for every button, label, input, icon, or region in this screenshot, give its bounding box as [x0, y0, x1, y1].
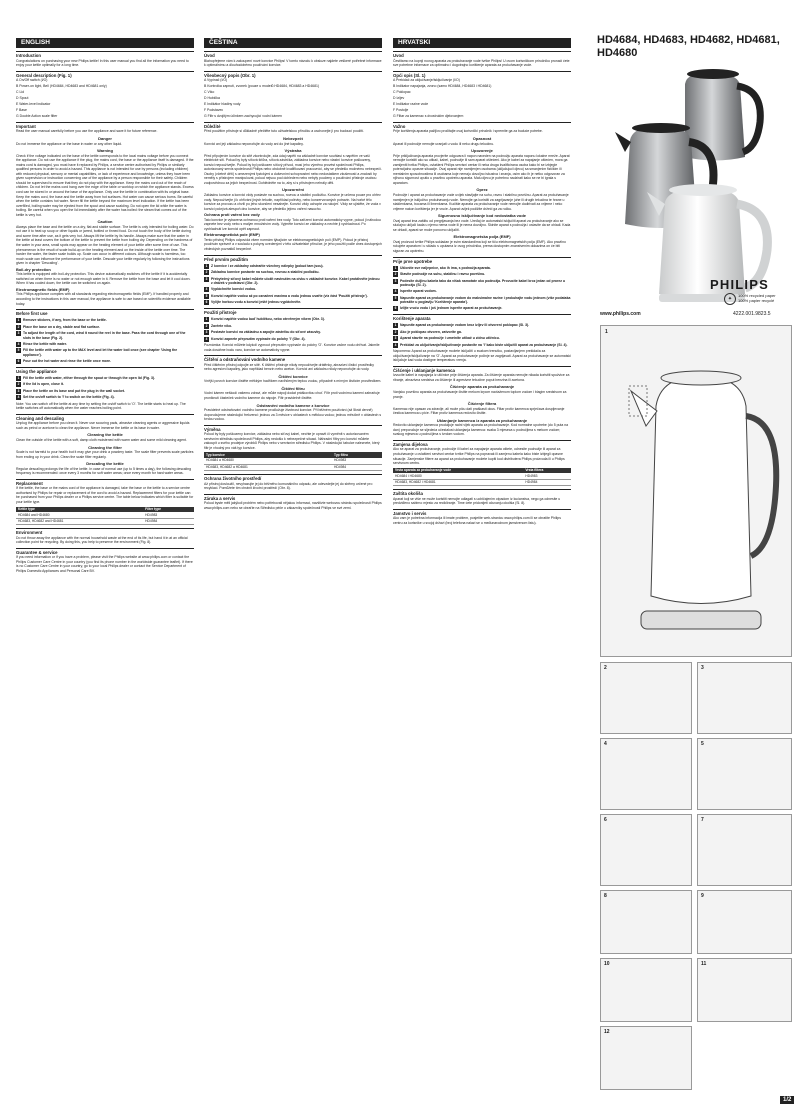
recycled-paper-note: 100% recycled paper 100% papier recyclé: [738, 293, 776, 303]
section-heading: Důležité: [204, 122, 382, 130]
list-item: C Poklopac: [393, 90, 411, 95]
website-url: www.philips.com: [600, 311, 641, 317]
paragraph: Pokud byste měli jakýkoli problém nebo potřebovali nějakou informaci, navštivte webovou stránku společnosti Philips www.philips.com nebo se obraťte na Středisko péče o zákazníky společnosti Philips ve své zemi.: [204, 501, 382, 510]
paragraph: Scale is not harmful to your health but it may give your drink a powdery taste. The scale filter prevents scale particles from ending up in your drink. Clean the scale filter regularly.: [16, 450, 194, 459]
step: 2 Ako je poklopac otvoren, zatvorite ga.: [394, 329, 462, 334]
kettle-product-image: [585, 62, 795, 312]
step: 3 Podesite duljinu kabela tako da višak namotate oko podnožja. Provucite kabel kroz jedan od prorez u podnožju (Sl. 2).: [394, 278, 566, 288]
paragraph: Clean the outside of the kettle with a soft, damp cloth moistened with warm water and some mild cleaning agent.: [16, 438, 187, 443]
paragraph: Prije korištenja aparata pažljivo pročitajte ovaj korisnički priručnik i spremite ga za buduće potrebe.: [393, 129, 543, 134]
sub-heading: Odstranění vodního kamene z konvice: [256, 402, 330, 408]
paragraph: Kamenac nije opasan za zdravlje, ali može piću dati praškasti okus. Filtar protiv kamenca sprječava dospijevanje čestica kamenca u piće. Filtar protiv kamenca redovito čistite.: [393, 406, 565, 416]
step-number: 4: [205, 287, 208, 292]
step: 1 Konvici naplňte vodou buď hubičkou, nebo otevřeným víkem (Obr. 3).: [205, 317, 325, 322]
step: 4 Isperite aparat vodom.: [394, 289, 437, 294]
table-header: Typ konvice: [204, 452, 332, 458]
section-heading: Cleaning and descaling: [16, 414, 194, 422]
paragraph: Tato konvice je vybavena ochranou proti vaření bez vody. Toto zařízení konvici automaticky vypne, pokud ji náhodou zapnete bez vody nebo s malým množstvím vody. Vyjměte konvici ze základny a nechte ji vychladnout. Po vychladnutí lze konvici opět zapnout.: [204, 217, 381, 231]
figure-label: 5: [701, 741, 704, 747]
figure-11: [697, 958, 792, 1022]
paragraph: Do not throw away the appliance with the normal household waste at the end of its life, but hand it in at an official collection point for recycling. By doing this, you help to preserve the environment (Fig. 8).: [16, 535, 188, 545]
list-item: A Vypínač (I/O): [204, 78, 228, 83]
figure-3: [697, 662, 792, 734]
step: 4 Set the on/off switch to 'I' to switch on the kettle (Fig. 4).: [17, 395, 115, 400]
step: 5 Napunite aparat za prokuhavanje vodom do maksimalne razine i prokuhajte vodu jednom (više podataka potražite u poglavlju 'Korištenje aparata').: [394, 295, 571, 305]
section-heading: Ochrana životního prostředí: [204, 474, 382, 482]
step: 4 Vypláchněte konvici vodou.: [205, 287, 257, 292]
step-number: 4: [205, 336, 208, 341]
figure-1-exploded-kettle: [600, 325, 792, 657]
step: 3 Aparat stavite na podnožje i umetnite utikač u zidnu utičnicu.: [394, 336, 500, 341]
document-code: 4222.001.9823.5: [733, 311, 771, 317]
step-number: 1: [394, 265, 397, 270]
paragraph: Základnu konvice a konvici vždy postavte na suchou, rovnou a stabilní podložku. Konvice je určena pouze pro ohřev vody. Nepoužívejte ji k ohřívání jiných tekutin, například polévky, nebo konzervovaných potravin. Na horké tělo konvice za provozu a chvíli po jeho skončení nesahejte. Konvici vždy uchopte za rukojeť. Vždy se ujistěte, že voda v konvici pokrývá alespoň dno konvice, aby se předešlo jejímu vaření nasucho.: [204, 192, 381, 211]
table-header: Typ filtru: [332, 452, 382, 458]
sub-heading: Nebezpečí: [283, 135, 303, 141]
sub-heading: Sigurnosno isključivanje kod nedostatka vode: [437, 213, 527, 219]
list-item: E Water-level indicator: [16, 102, 51, 107]
note: Napomena: Aparat za prokuhavanje možete isključiti u svakom trenutku, postavljanjem prekidača za uključivanje/isključivanje na 'O'. Aparat za prokuhavanje počinje se zagrijavati. Aparat za prokuhavanje se automatski isključuje kad voda dostigne temperaturu vrenja.: [393, 349, 571, 363]
list-item: G Filtar za kamenac s dvostrukim djelovanjem: [393, 114, 464, 119]
step-number: 2: [17, 382, 20, 387]
step-number: 1: [205, 263, 208, 268]
step-number: 1: [17, 375, 20, 380]
sub-heading: Čištění konvice: [278, 373, 308, 379]
description-list: [204, 78, 382, 119]
section-heading: Korištenje aparata: [393, 314, 571, 322]
section-heading: Výměna: [204, 425, 382, 433]
step-number: 4: [394, 342, 397, 347]
model-list: HD4684, HD4683, HD4682, HD4681, HD4680: [597, 34, 780, 59]
step-number: 1: [205, 317, 208, 322]
section-heading: Prije prve upotrebe: [393, 257, 571, 265]
figure-2: [600, 662, 692, 734]
section-heading: Záruka a servis: [204, 494, 382, 502]
sub-heading: Descaling the kettle: [86, 461, 124, 467]
paragraph: This kettle is equipped with boil-dry protection. This device automatically switches off the kettle if it is accidentally switched on when there is no water or not enough water in it. Remove the kettle from the base and let it cool down. When it has cooled down, the kettle can be switched on again.: [16, 272, 191, 286]
figure-label: 10: [604, 961, 610, 967]
list-item: B Kontrolka zapnutí, zvonek (pouze u modelů HD4684, HD4683 a HD4681): [204, 84, 320, 89]
step: 5 Konvici naplňte vodou až po označení maxima a vodu jednou uvařte (viz část 'Použití přístroje').: [205, 293, 368, 298]
description-list: [393, 78, 571, 119]
figure-label: 2: [604, 665, 607, 671]
list-item: E Indikátor hladiny vody: [204, 102, 241, 107]
language-header: ČEŠTINA: [204, 38, 382, 48]
paragraph: Aparat koji se više ne može koristiti nemojte odlagati s uobičajenim otpadom iz kućanstva, nego ga odnesite u predviđeno sabirno mjesto za recikliranje. Time ćete pridonijeti očuvanju okoliša (Sl. 8).: [393, 496, 561, 506]
paragraph: Konvici ani její základnu neponořujte do vody ani do jiné kapaliny.: [204, 141, 304, 146]
page-number: 1/2: [780, 1096, 794, 1104]
section-heading: Všeobecný popis (Obr. 1): [204, 71, 382, 79]
paragraph: This Philips appliance complies with all standards regarding electromagnetic fields (EMF). If handled properly and according to the instructions in this user manual, the appliance is safe to use based on scientific evidence available today.: [16, 292, 191, 306]
list-item: D Izljev: [393, 96, 405, 101]
filter-table: [16, 507, 194, 526]
sub-heading: Upozornění: [282, 187, 304, 193]
step: 2 If the lid is open, close it.: [17, 382, 64, 387]
section-heading: Important: [16, 122, 194, 130]
figure-4: [600, 738, 692, 810]
table-header: Vrsta filtera: [523, 468, 571, 474]
figure-label: 7: [701, 817, 704, 823]
sub-heading: Electromagnetic fields (EMF): [16, 286, 70, 292]
shield-logo-icon: ✦: [724, 293, 736, 305]
step-number: 5: [205, 293, 208, 298]
list-item: B Indikator napajanja, zvono (samo HD4684, HD4683 i HD4681): [393, 84, 492, 89]
step-number: 6: [205, 300, 208, 305]
kettle-diagram: [601, 326, 791, 656]
list-item: F Podstavec: [204, 108, 224, 113]
section-heading: Jamstvo i servis: [393, 509, 571, 517]
language-header: HRVATSKI: [393, 38, 571, 48]
section-heading: Úvod: [204, 51, 382, 59]
section-heading: Replacement: [16, 479, 194, 487]
paragraph: Redovito uklanjanje kamenca produljuje radni vijek aparata za prokuhavanje. Kod normalne upotrebe (do 5 puta na dan) preporučuje se sljedeća učestalost uklanjanja kamenca: svaka 3 mjeseca u područjima s mekom vodom; svakog mjeseca u područjima s tvrdom vodom.: [393, 423, 569, 437]
figure-label: 1: [605, 329, 608, 335]
paragraph: Blahopřejeme vám k zakoupení nové konvice Philips! V tomto návodu k obsluze najdete veškeré potřebné informace k optimálnímu a dlouhodobému používání konvice.: [204, 58, 382, 68]
paragraph: Congratulations on purchasing your new Philips kettle! In this user manual you find all the information you need to enjoy your kettle optimally for a long time.: [16, 58, 189, 68]
filter-table: [393, 468, 571, 487]
note: Poznámka: Konvici můžete kdykoli vypnout přepnutím vypínače do polohy 'O'. Konvice začne vodu ohřívat. Jakmile voda dosáhne bodu varu, konvice se automaticky vypne.: [204, 343, 380, 352]
sub-heading: Warning: [97, 148, 113, 154]
paragraph: Do not immerse the appliance or the base in water or any other liquid.: [16, 141, 123, 146]
paragraph: Pravidelné odstraňování vodního kamene prodlužuje životnost konvice. Při běžném používání (až 5krát denně) doporučujeme následující frekvenci: jednou za 3 měsíce v oblastech s měkkou vodou; jednou měsíčně v oblastech s tvrdou vodou.: [204, 408, 382, 422]
list-item: A On/Off switch (I/O): [16, 78, 48, 83]
list-item: G Filtr s dvojitým účinkem zachycující vodní kámen: [204, 114, 282, 119]
step-number: 1: [17, 318, 20, 323]
table-header: Kettle type: [16, 507, 143, 513]
sub-heading: Oprez: [476, 187, 488, 193]
step: 3 Place the kettle on its base and put the plug in the wall socket.: [17, 388, 126, 393]
paragraph: If you need information or if you have a problem, please visit the Philips website at www.philips.com or contact the Philips Customer Care Centre in your country (you find its phone number in the worldwide guarantee leaflet). If there is no Customer Care Centre in your country, go to your local Philips dealer or contact the Service Department of Philips Domestic Appliances and Personal Care BV.: [16, 555, 193, 573]
paragraph: Tento přístroj Philips odpovídá všem normám týkajícím se elektromagnetických polí (EMP). Pokud je přístroj používán správně a v souladu s pokyny uvedenými v této uživatelské příručce, je jeho použití podle dnes dostupných vědeckých poznatků bezpečné.: [204, 237, 382, 251]
step-number: 3: [394, 336, 397, 341]
step: 1 Fill the kettle with water, either through the spout or through the open lid (Fig. 3).: [17, 375, 155, 380]
section-heading: Environment: [16, 528, 194, 536]
step: 1 Uklonite sve naljepnice, ako ih ima, s podnožja aparata.: [394, 265, 491, 270]
step: 6 Vylijte horkou vodu a konvici ještě jednou vypláchněte.: [205, 300, 302, 305]
paragraph: Aparat ili podnožje nemojte uranjati u vodu ili neku drugu tekućinu.: [393, 141, 495, 146]
section-heading: Zaštita okoliša: [393, 489, 571, 497]
paragraph: Check if the voltage indicated on the base of the kettle corresponds to the local mains voltage before you connect the appliance. Do not use the appliance if the plug, the mains cord, the base or the appliance itself is damaged. If the mains cord is damaged, you must have it replaced by Philips, a service centre authorised by Philips or similarly qualified persons in order to avoid a hazard. This appliance is not intended for use by persons (including children) with reduced physical, sensory or mental capabilities, or lack of experience and knowledge, unless they have been given supervision or instruction concerning use of the appliance by a person responsible for their safety. Children should be supervised to ensure that they do not play with the appliance. Keep the mains cord out of the reach of children. Do not let the mains cord hang over the edge of the table or worktop on which the appliance stands. Excess cord can be stored in or around the base of the appliance. Only use the kettle in combination with its original base. Keep the mains cord, the base and the kettle away from hot surfaces. Hot water can cause serious burns. Be careful when the kettle contains hot water. Never fill the kettle beyond the maximum level indication. If the kettle has been overfilled, boiling water may be ejected from the spout and cause scalding. Do not open the lid while the water is boiling. Be careful when you open the lid immediately after the water has boiled: the steam that comes out of the kettle is very hot.: [16, 153, 194, 217]
table-row: HD4684 a HD4680 HD4983: [204, 458, 382, 464]
section-heading: Opći opis (Sl. 1): [393, 71, 571, 79]
section-heading: Using the appliance: [16, 367, 194, 375]
step: 6 Izlijte vruću vodu i još jednom isperite aparat za prokuhavanje.: [394, 306, 503, 311]
english-column: [16, 38, 194, 1106]
philips-logo: PHILIPS: [710, 277, 769, 292]
paragraph: Izvucite kabel iz napajanja iz utičnice prije čišćenja aparata. Za čišćenje aparata nemojte nikada koristiti spužvice za ribanje, abrazivna sredstva za čišćenje ili agresivne tekućine poput benzina ili acetona.: [393, 373, 570, 382]
paragraph: Čestitamo na kupnji novog aparata za prokuhavanje vode tvrtke Philips! U ovom korisničkom priručniku pronaći ćete sve potrebne informace za optimalno i dugotrajno korištenje aparata za prokuhavanje vode.: [393, 58, 570, 68]
section-heading: Uvod: [393, 51, 571, 59]
step: 3 Postavte konvici na základnu a zapojte zástrčku do síťové zásuvky.: [205, 330, 321, 335]
paragraph: Ovaj proizvod tvrtke Philips sukladan je svim standardima koji se tiču elektromagnetskih polja (EMF). Ako pravilno rukujete aparatom i u skladu s uputama iz ovog priručnika, prema dostupnim znanstvenim dokazima on će biti siguran za upotrebu.: [393, 239, 566, 253]
list-item: E Indikator razine vode: [393, 102, 429, 107]
section-heading: Zamjena dijelova: [393, 440, 571, 448]
list-item: G Double Action scale filter: [16, 114, 58, 119]
sub-heading: Uklanjanje kamenca iz aparata za prokuhavanje: [436, 417, 528, 423]
paragraph: Vnější povrch konvice čistěte měkkým hadříkem navlhčeným teplou vodou, případně s mírným čisticím prostředkem.: [204, 379, 382, 384]
figure-label: 6: [604, 817, 607, 823]
step-number: 4: [17, 341, 20, 346]
section-heading: Važno: [393, 122, 571, 130]
figure-6: [600, 814, 692, 886]
figure-label: 8: [604, 893, 607, 899]
filter-table: [204, 452, 382, 471]
step: 5 Fill the kettle with water up to the MAX level and let the water boil once (see chapter 'Using the appliance').: [17, 348, 178, 357]
step-number: 3: [17, 331, 20, 336]
paragraph: Vanjsku površinu aparata za prokuhavanje čistite mekom krpom navlaženom toplom vodom i blagim sredstvom za pranje.: [393, 390, 567, 399]
figure-label: 11: [701, 961, 707, 967]
table-header: Filter type: [143, 507, 194, 513]
czech-column: [204, 38, 382, 1106]
section-heading: Čištění a odstraňování vodního kamene: [204, 355, 382, 363]
paragraph: Ako se aparat za prokuhavanje, podnožje ili kabel za napajanje aparata oštete, odnesite podnožje ili aparat za prokuhavanje u ovlašteni servisni centar tvrtke Philips na popravak ili zamjenu kabela kako biste izbjegli opasne situacije. Zamjenske filtere za aparat za prokuhavanje možete kupiti kod distributera Philips proizvoda ili u Philips servisnom centru.: [393, 447, 565, 466]
figure-label: 9: [701, 893, 704, 899]
list-item: F Base: [16, 108, 27, 113]
figure-label: 3: [701, 665, 704, 671]
description-list: [16, 78, 194, 119]
figure-7: [697, 814, 792, 886]
paragraph: Před připojením konvice do sítě zkontrolujte, zda údaj napětí na základně konvice souhlasí s napětím ve vaší elektrické síti. Pokud by byly síťová šňůra, síťová zástrčka, základna konvice nebo vlastní konvice poškozeny, konvici nepoužívejte. Pokud by byl poškozen síťový přívod, musí jeho výměnu provést společnost Philips, autorizovaný servis společnosti Philips nebo obdobně kvalifikovaní pracovníci, aby se předešlo možnému nebezpečí. Osoby (včetně dětí) s omezenými fyzickými a duševními schopnostmi nebo nedostatkem zkušeností a znalostí by neměly s přístrojem manipulovat, pokud nejsou pod dohledem nebo nebyly poučeny o používání přístroje osobou zodpovědnou za jejich bezpečnost. Dohlédněte na to, aby si s přístrojem nehrály děti.: [204, 153, 382, 185]
paragraph: Ovaj aparat ima zaštitu od pregrijavanja bez vode. Uređaj će automatski isključiti aparat za prokuhavanje ako se slučajno uključi kada u njemu nema vode ili je nema dovoljno. Skinite aparat s podnožja i ostavite da se ohladi. Kada se ohladi, aparat se može ponovno uključiti.: [393, 218, 571, 232]
list-item: C Víko: [204, 90, 215, 95]
step: 2 Základnu konvice postavte na suchou, rovnou a stabilní podložku.: [205, 270, 320, 275]
list-item: F Postolje: [393, 108, 409, 113]
step-number: 5: [394, 295, 397, 300]
list-item: A Prekidač za uključivanje/isključivanje (I/O): [393, 78, 460, 83]
step-number: 4: [394, 289, 397, 294]
step-number: 2: [205, 270, 208, 275]
sub-heading: Elektromagnetska polja (EMF): [453, 234, 511, 240]
table-row: HD4683, HD4682 and HD4681 HD4984: [16, 518, 194, 525]
paragraph: Pokud by byly poškozeny konvice, základna nebo síťový kabel, nechte je opravit či vyměnit v autorizovaném servisním středisku společnosti Philips, aby nedošlo k nebezpečné situaci. Náhradní filtry pro konvici můžete zakoupit u svého prodejce výrobků Philips nebo v servisním středisku Philips. V následující tabulce naleznete, který filtr je vhodný pro váš typ konvice.: [204, 432, 380, 450]
paragraph: Regular descaling prolongs the life of the kettle. In case of normal use (up to 5 times a day), the following descaling frequency is recommended: once every 3 months for soft water areas; once every month for hard water areas.: [16, 466, 192, 476]
step: 3 Přebytečný síťový kabel můžete uložit navinutím na cívku v základně konvice. Kabel protáhněte jednou z drážek v podstavci (Obr. 2).: [205, 276, 380, 286]
section-heading: General description (Fig. 1): [16, 71, 194, 79]
paragraph: If the kettle, the base or the mains cord of the appliance is damaged, take the base or the kettle to a service centre authorised by Philips for repair or replacement of the cord to avoid a hazard. Replacement filters for your kettle can be purchased from your Philips dealer or a Philips service centre. The table below indicates which filter is suitable for your kettle type.: [16, 486, 194, 504]
step: 4 Rinse the kettle with water.: [17, 341, 67, 346]
section-heading: Použití přístroje: [204, 308, 382, 316]
figure-12: [600, 1026, 692, 1090]
table-row: HD4683, HD4682 i HD4681 HD4984: [393, 479, 571, 486]
step-number: 5: [17, 348, 20, 353]
figure-10: [600, 958, 692, 1022]
step-number: 2: [17, 324, 20, 329]
sub-heading: Danger: [98, 135, 112, 141]
paragraph: Podnožje i aparat za prokuhavanje vode uvijek stavljajte na suhu, ravnu i stabilnu površinu. Aparat za prokuhavanje namijenjen je isključivo prokuhavanju vode. Nemojte ga koristiti za zagrijavanje juhe ili drugih tekućina te hrane u staklenkama, bocama ili limenkama. Kućište aparata za prokuhavanje vode nemojte dodirivati za vrijeme i neko vrijeme nakon korištenja jer je vruće. Aparat uvijek podižite držeći ga za ručku.: [393, 192, 569, 211]
list-item: B Power-on light, Bell (HD4684, HD4683 and HD4681 only): [16, 84, 107, 89]
sub-heading: Ochrana proti vaření bez vody: [204, 212, 260, 218]
step: 4 Prekidač za uključivanje/isključivanje postavite na 'I' kako biste uključili aparat za prokuhavanje (Sl. 4).: [394, 342, 568, 347]
step: 1 Napunite aparat za prokuhavanje vodom kroz izljev ili otvoreni poklopac (Sl. 3).: [394, 323, 530, 328]
figure-label: 12: [604, 1029, 610, 1035]
section-heading: Introduction: [16, 51, 194, 59]
section-heading: Čišćenje i uklanjanje kamenca: [393, 366, 571, 374]
sub-heading: Čištění filtru: [281, 385, 305, 391]
step-number: 6: [394, 306, 397, 311]
list-item: D Hubička: [204, 96, 220, 101]
table-row: HD4684 and HD4680 HD4983: [16, 512, 194, 518]
sub-heading: Upozorenje: [471, 148, 493, 154]
step-number: 3: [17, 388, 20, 393]
step: 4 Konvici zapnete přepnutím vypínače do polohy 'I' (Obr. 4).: [205, 336, 306, 341]
table-header: Vrsta aparata za prokuhavanje vode: [393, 468, 523, 474]
step-number: 2: [394, 272, 397, 277]
figure-8: [600, 890, 692, 954]
section-heading: Before first use: [16, 309, 194, 317]
step: 3 To adjust the length of the cord, wind it round the reel in the base. Pass the cord through one of the slots in the base (Fig. 2).: [17, 331, 186, 340]
table-row: HD4684 i HD4680 HD4983: [393, 473, 571, 479]
sub-heading: Caution: [97, 219, 113, 225]
paragraph: Vodní kámen neškodí vašemu zdraví, ale může nápoji dodat práškovitou chuť. Filtr proti vodnímu kameni zabraňuje proniknutí částeček vodního kamene do nápoje. Filtr pravidelně čistěte.: [204, 391, 380, 401]
sub-heading: Čišćenje filtera: [467, 401, 497, 407]
note: Note: You can switch off the kettle at any time by setting the on/off switch to 'O'. The kettle starts to heat up. The kettle switches off automatically when the water reaches boiling point.: [16, 401, 186, 411]
sub-heading: Výstraha: [284, 148, 302, 154]
step: 2 Place the base on a dry, stable and flat surface.: [17, 324, 101, 329]
figure-5: [697, 738, 792, 810]
sub-heading: Elektromagnetická pole (EMP): [204, 232, 260, 238]
paragraph: Always place the base and the kettle on a dry, flat and stable surface. The kettle is only intended for boiling water. Do not use it to heat up soup or other liquids or jarred, bottled or tinned food. Do not touch the body of the kettle during and some time after use, as it gets very hot. Always lift the kettle by its handle. Always make sure that the water in the kettle at least covers the bottom of the kettle to prevent the kettle from boiling dry. Depending on the hardness of the water in your area, small spots may appear on the heating element of your kettle after some time of use. This phenomenon is the result of scale build-up on the heating element and on the inside of the kettle over time. The harder the water, the faster scale builds up. Scale can occur in different colours. Although scale is harmless, too much scale can influence the performance of your kettle. Descale your kettle regularly by following the instructions given in chapter 'Descaling'.: [16, 224, 194, 266]
figure-label: 4: [604, 741, 607, 747]
step-number: 3: [205, 276, 208, 281]
step-number: 4: [17, 395, 20, 400]
table-row: HD4683, HD4682 a HD4681 HD4984: [204, 464, 382, 471]
step: 2 Stavite podnožje na suhu, stabilnu i ravnu površinu.: [394, 272, 486, 277]
step: 2 Zavřete víko.: [205, 323, 233, 328]
paragraph: Unplug the appliance before you clean it. Never use scouring pads, abrasive cleaning agents or aggressive liquids such as petrol or acetone to clean the appliance. Never immerse the kettle or its base in water.: [16, 421, 190, 430]
step-number: 2: [394, 329, 397, 334]
sub-heading: Opasnost: [472, 135, 492, 141]
sub-heading: Cleaning the filter: [88, 444, 122, 450]
section-heading: Před prvním použitím: [204, 255, 382, 263]
language-header: ENGLISH: [16, 38, 194, 48]
sub-heading: Cleaning the kettle: [87, 432, 123, 438]
step: 1 Remove stickers, if any, from the base or the kettle.: [17, 318, 107, 323]
step: 1 Z konvice i ze základny odstraňte všechny nálepky (pokud tam jsou).: [205, 263, 324, 268]
step-number: 1: [394, 323, 397, 328]
list-item: D Spout: [16, 96, 29, 101]
step-number: 3: [205, 330, 208, 335]
step-number: 3: [394, 278, 397, 283]
sub-heading: Čišćenje aparata za prokuhavanje: [449, 384, 515, 390]
step: 6 Pour out the hot water and rinse the kettle once more.: [17, 358, 112, 363]
section-heading: Guarantee & service: [16, 548, 194, 556]
paragraph: Read the user manual carefully before you use the appliance and save it for future reference.: [16, 129, 158, 134]
paragraph: Až přístroj dosloužil, nevyhazujte jej do běžného komunálního odpadu, ale odevzdejte jej do sběrny určené pro recyklaci. Pomůžete tím chránit životní prostředí (Obr. 8).: [204, 481, 373, 491]
figure-9: [697, 890, 792, 954]
paragraph: Před použitím přístroje si důkladně přečtěte tuto uživatelskou příručku a uschovejte ji pro budoucí použití.: [204, 129, 365, 134]
step-number: 6: [17, 358, 20, 363]
paragraph: Prije priključivanja aparata provjerite odgovara li napon naveden na podnožju aparata naponu lokalne mreže. Aparat nemojte koristiti ako su utikač, kabel, podnožje ili sam aparat oštećeni. Ako je kabel za napajanje oštećen, mora ga zamijeniti tvrtka Philips, ovlašteni Philips servisni centar ili neka druga kvalificirana osoba kako bi se izbjegle potencijalno opasne situacije. Ovaj aparat nije namijenjen osobama (uključujući djecu) sa smanjenim fizičkim ili mentalnim sposobnostima ili osobama koje nemaju dovoljno iskustva i znanja, osim ako ih je netko odgovoran za njihovu sigurnost uputio u pravilnu upotrebu aparata. Malu djecu je potrebno nadzirati kako se ne bi igrala s aparatom.: [393, 153, 570, 185]
paragraph: Před čištěním přístroj odpojte ze sítě. K čištění přístroje nikdy nepoužívejte drátěnky, abrazivní čisticí prostředky nebo agresivní kapaliny, jako například benzín nebo aceton. Konvici ani základnu nikdy neponořujte do vody.: [204, 362, 374, 372]
step-number: 2: [205, 323, 208, 328]
croatian-column: [393, 38, 571, 1106]
list-item: C Lid: [16, 90, 25, 95]
sub-heading: Boil-dry protection: [16, 266, 51, 272]
paragraph: Ako vam je potrebna informacija ili imate problem, posjetite web-stranicu www.philips.com ili se obratite Philips centru za korisnike u svojoj državi (broj telefona nalazi se u međunarodnom jamstvenom listu).: [393, 516, 561, 525]
